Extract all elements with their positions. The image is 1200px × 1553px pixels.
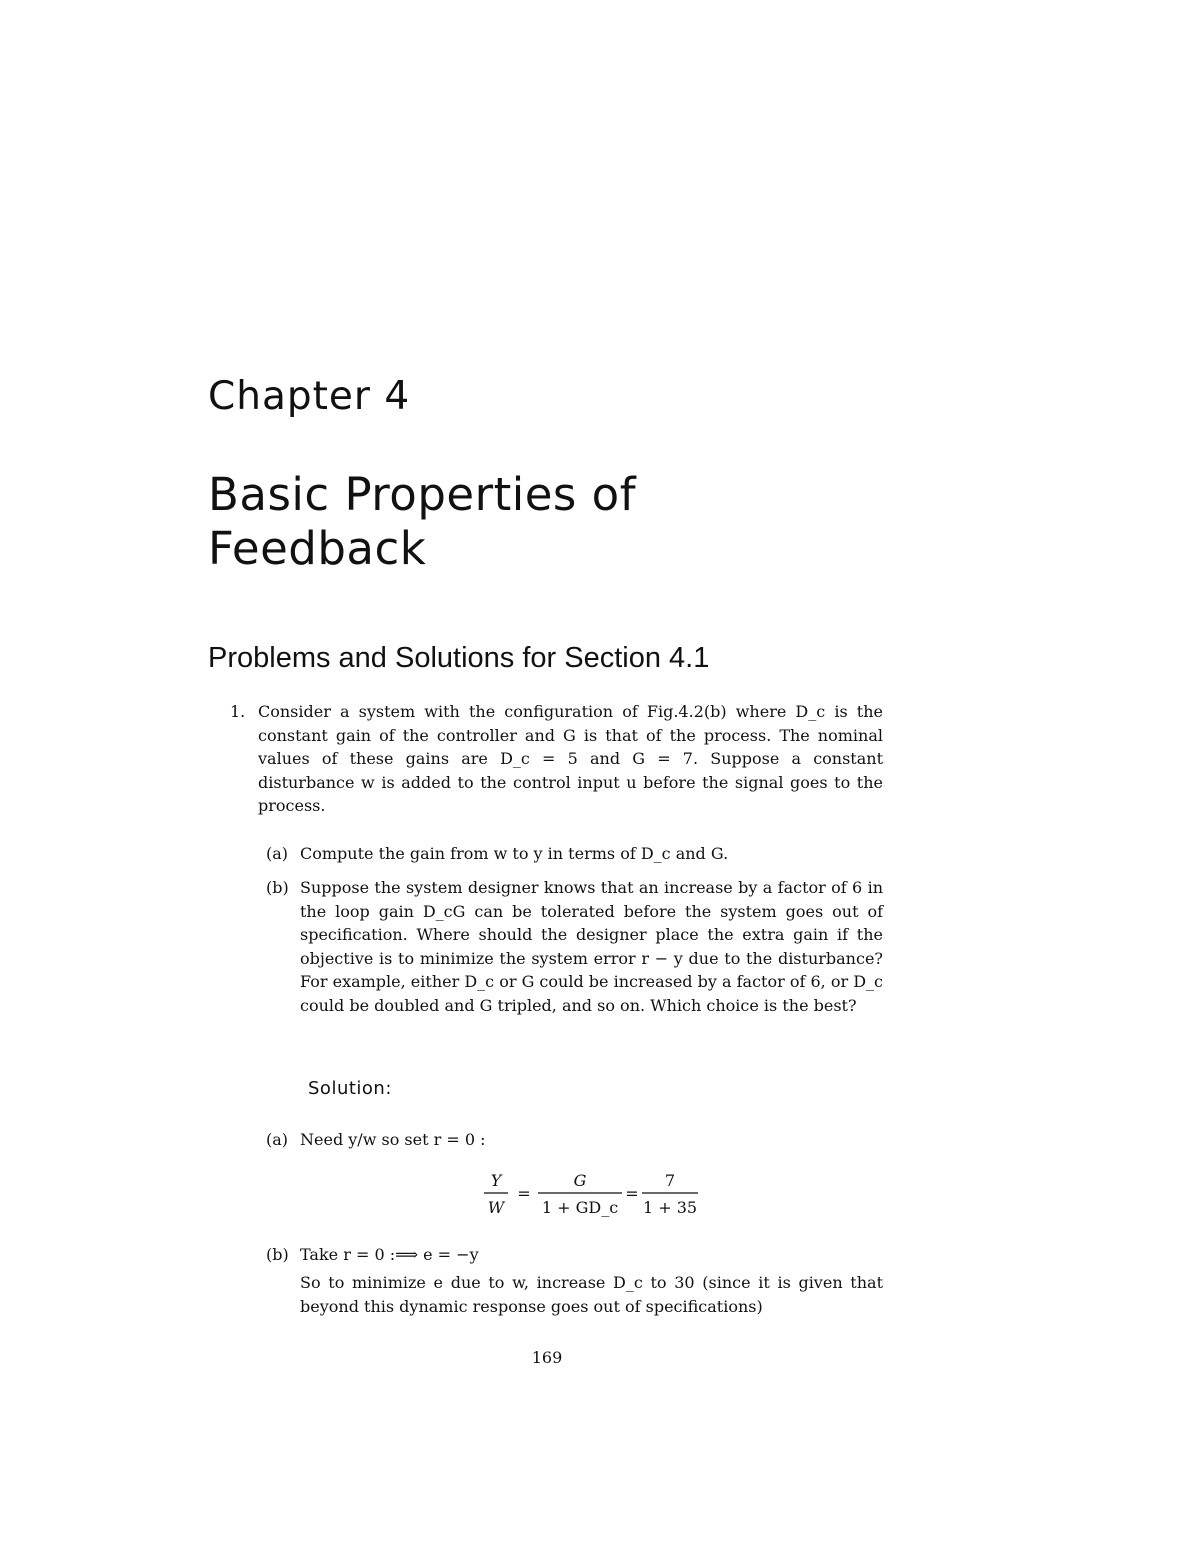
chapter-label: Chapter 4 bbox=[208, 374, 411, 419]
solution-b-label: (b) bbox=[266, 1245, 289, 1264]
problem-number: 1. bbox=[230, 702, 246, 721]
eq-lhs-denominator: W bbox=[487, 1198, 505, 1217]
part-b-text: Suppose the system designer knows that an increase by a factor of 6 in the loop gain D_cG can be tolerated before the system goes out of specification. Where should the designer place the extra gain if the objective is to minimize the system error r − y due to the disturbance? For example, either D_c or G could be increased by a factor of 6, or D_c could be doubled and G tripled, and so on. Which choice is the best? bbox=[300, 878, 883, 1015]
solution-label: Solution: bbox=[308, 1078, 392, 1099]
part-b-label: (b) bbox=[266, 878, 289, 897]
solution-b-text: Take r = 0 :⟹ e = −y bbox=[300, 1245, 479, 1264]
chapter-title: Basic Properties of Feedback bbox=[208, 468, 637, 575]
section-title: Problems and Solutions for Section 4.1 bbox=[208, 642, 710, 674]
solution-a-label: (a) bbox=[266, 1130, 289, 1149]
eq-mid-denominator: 1 + GD_c bbox=[541, 1198, 619, 1217]
eq-equals-2: = bbox=[625, 1184, 639, 1203]
eq-lhs-numerator: Y bbox=[490, 1171, 502, 1190]
eq-mid-numerator: G bbox=[573, 1171, 587, 1190]
solution-b-text2: So to minimize e due to w, increase D_c to 30 (since it is given that beyond this dynamic response goes out of specifications) bbox=[300, 1273, 883, 1316]
eq-rhs-numerator: 7 bbox=[664, 1171, 676, 1190]
eq-rhs-denominator: 1 + 35 bbox=[642, 1198, 698, 1217]
part-a-text: Compute the gain from w to y in terms of D_c and G. bbox=[300, 844, 729, 863]
problem-statement bbox=[258, 700, 883, 818]
eq-equals-1: = bbox=[517, 1184, 531, 1203]
part-a-label: (a) bbox=[266, 844, 289, 863]
problem-statement-text: Consider a system with the configuration of Fig.4.2(b) where D_c is the constant gain of the controller and G is that of the process. The nominal values of these gains are D_c = 5 and G = 7. Suppose a constant disturbance w is added to the control input u before the signal goes to the process. bbox=[258, 702, 883, 815]
solution-a-text: Need y/w so set r = 0 : bbox=[300, 1130, 486, 1149]
page-number: 169 bbox=[531, 1348, 563, 1367]
transfer-function-equation bbox=[480, 1166, 710, 1222]
